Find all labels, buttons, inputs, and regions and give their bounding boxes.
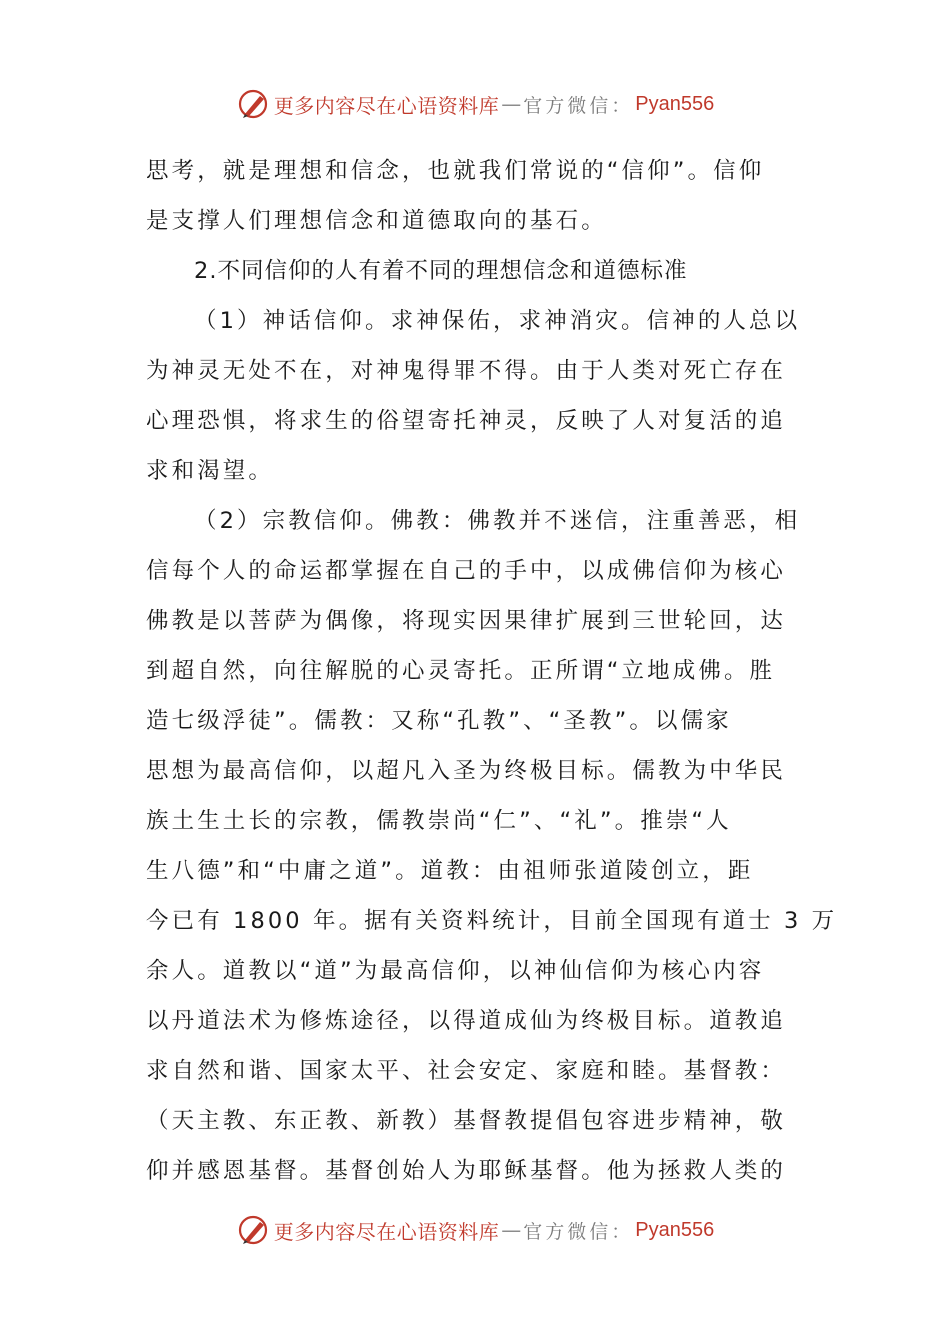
document-body bbox=[146, 146, 838, 1196]
banner-dash: — bbox=[501, 1218, 522, 1242]
pen-logo-icon bbox=[236, 1213, 270, 1247]
text-line: 心理恐惧，将求生的俗望寄托神灵，反映了人对复活的追 bbox=[146, 408, 787, 434]
text-line: 信每个人的命运都掌握在自己的手中，以成佛信仰为核心 bbox=[146, 558, 787, 584]
wechat-id: Pyan556 bbox=[635, 92, 715, 115]
text-line: 仰并感恩基督。基督创始人为耶稣基督。他为拯救人类的 bbox=[146, 1158, 787, 1184]
text-line: 为神灵无处不在，对神鬼得罪不得。由于人类对死亡存在 bbox=[146, 358, 787, 384]
text-line: 求和渴望。 bbox=[146, 458, 275, 484]
text-line: 思考，就是理想和信念，也就我们常说的“信仰”。信仰 bbox=[146, 158, 765, 184]
library-text: 更多内容尽在心语资料库 bbox=[273, 1219, 500, 1244]
text-line: 求自然和谐、国家太平、社会安定、家庭和睦。基督教： bbox=[146, 1058, 787, 1084]
text-line: 今已有 1800 年。据有关资料统计，目前全国现有道士 3 万 bbox=[146, 908, 838, 934]
official-wechat-label: 官方微信： bbox=[523, 94, 634, 117]
text-line: （1）神话信仰。求神保佑，求神消灾。信神的人总以 bbox=[194, 308, 801, 334]
wechat-id: Pyan556 bbox=[635, 1218, 715, 1241]
library-text: 更多内容尽在心语资料库 bbox=[273, 93, 500, 118]
text-line: （天主教、东正教、新教）基督教提倡包容进步精神，敬 bbox=[146, 1108, 787, 1134]
text-line: 族土生土长的宗教，儒教崇尚“仁”、“礼”。推崇“人 bbox=[146, 808, 732, 834]
official-wechat-label: 官方微信： bbox=[523, 1220, 634, 1243]
text-line: （2）宗教信仰。佛教：佛教并不迷信，注重善恶，相 bbox=[194, 508, 801, 534]
section-heading: 2.不同信仰的人有着不同的理想信念和道德标准 bbox=[194, 258, 688, 284]
text-line: 生八德”和“中庸之道”。道教：由祖师张道陵创立，距 bbox=[146, 858, 754, 884]
footer-banner bbox=[0, 1210, 950, 1250]
text-line: 造七级浮徒”。儒教：又称“孔教”、“圣教”。以儒家 bbox=[146, 708, 732, 734]
text-line: 佛教是以菩萨为偶像，将现实因果律扩展到三世轮回，达 bbox=[146, 608, 787, 634]
text-line: 到超自然，向往解脱的心灵寄托。正所谓“立地成佛。胜 bbox=[146, 658, 776, 684]
pen-logo-icon bbox=[236, 87, 270, 121]
text-line: 思想为最高信仰，以超凡入圣为终极目标。儒教为中华民 bbox=[146, 758, 787, 784]
text-line: 是支撑人们理想信念和道德取向的基石。 bbox=[146, 208, 607, 234]
banner-dash: — bbox=[501, 92, 522, 116]
text-line: 余人。道教以“道”为最高信仰，以神仙信仰为核心内容 bbox=[146, 958, 765, 984]
text-line: 以丹道法术为修炼途径，以得道成仙为终极目标。道教追 bbox=[146, 1008, 787, 1034]
header-banner bbox=[0, 84, 950, 124]
